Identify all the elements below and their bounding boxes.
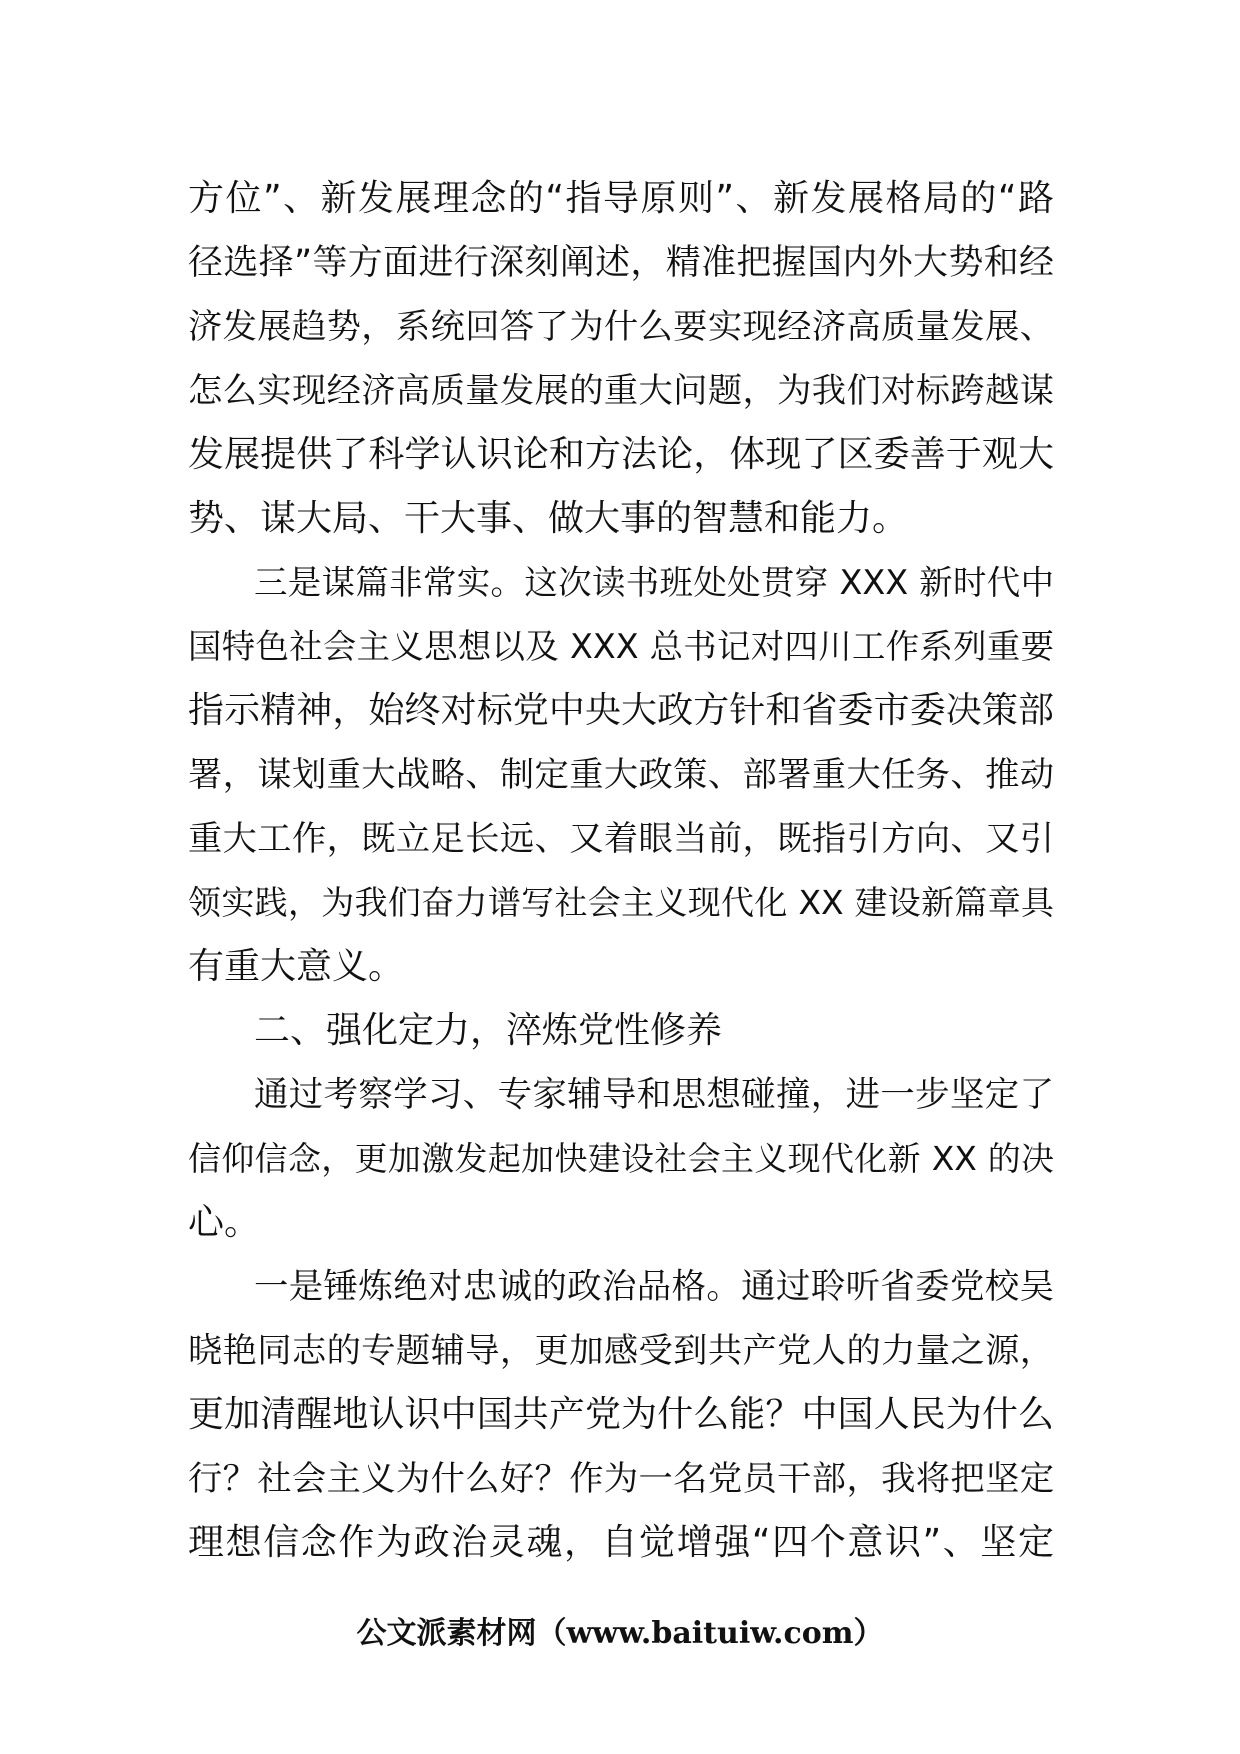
text-line: 领实践，为我们奋力谱写社会主义现代化 XX 建设新篇章具 [188, 883, 1054, 922]
text-line: 有重大意义。 [188, 946, 405, 987]
text-line: 济发展趋势，系统回答了为什么要实现经济高质量发展、 [188, 307, 1054, 347]
footer-watermark: 公文派素材网（www.baituiw.com） [356, 1616, 884, 1651]
text-line: 署，谋划重大战略、制定重大政策、部署重大任务、推动 [188, 755, 1054, 795]
text-line: 行？社会主义为什么好？作为一名党员干部，我将把坚定 [188, 1459, 1054, 1499]
text-line: 指示精神，始终对标党中央大政方针和省委市委决策部 [188, 690, 1054, 731]
paragraph-third-point [188, 551, 1054, 999]
text-line: 发展提供了科学认识论和方法论，体现了区委善于观大 [188, 434, 1054, 475]
document-body [188, 167, 1054, 1575]
text-line: 方位”、新发展理念的“指导原则”、新发展格局的“路 [188, 178, 1054, 219]
text-line: 更加清醒地认识中国共产党为什么能？中国人民为什么 [188, 1394, 1054, 1435]
text-line: 理想信念作为政治灵魂，自觉增强“四个意识”、坚定 [188, 1522, 1054, 1563]
text-line: 国特色社会主义思想以及 XXX 总书记对四川工作系列重要 [188, 627, 1054, 666]
paragraph-continuation [188, 167, 1054, 551]
text-line: 三是谋篇非常实。这次读书班处处贯穿 XXX 新时代中 [254, 563, 1054, 602]
paragraph-first-point [188, 1255, 1054, 1575]
text-line: 径选择”等方面进行深刻阐述，精准把握国内外大势和经 [188, 243, 1054, 283]
text-line: 通过考察学习、专家辅导和思想碰撞，进一步坚定了 [254, 1075, 1054, 1115]
text-line: 晓艳同志的专题辅导，更加感受到共产党人的力量之源， [188, 1331, 1054, 1371]
text-line: 一是锤炼绝对忠诚的政治品格。通过聆听省委党校吴 [254, 1267, 1054, 1307]
section-heading [188, 999, 1054, 1063]
paragraph-intro [188, 1063, 1054, 1255]
text-line: 怎么实现经济高质量发展的重大问题，为我们对标跨越谋 [188, 371, 1054, 411]
section-heading-text: 二、强化定力，淬炼党性修养 [254, 1010, 723, 1051]
text-line: 信仰信念，更加激发起加快建设社会主义现代化新 XX 的决 [188, 1139, 1054, 1178]
text-line: 势、谋大局、干大事、做大事的智慧和能力。 [188, 498, 909, 539]
text-line: 重大工作，既立足长远、又着眼当前，既指引方向、又引 [188, 819, 1054, 859]
text-line: 心。 [188, 1202, 261, 1243]
